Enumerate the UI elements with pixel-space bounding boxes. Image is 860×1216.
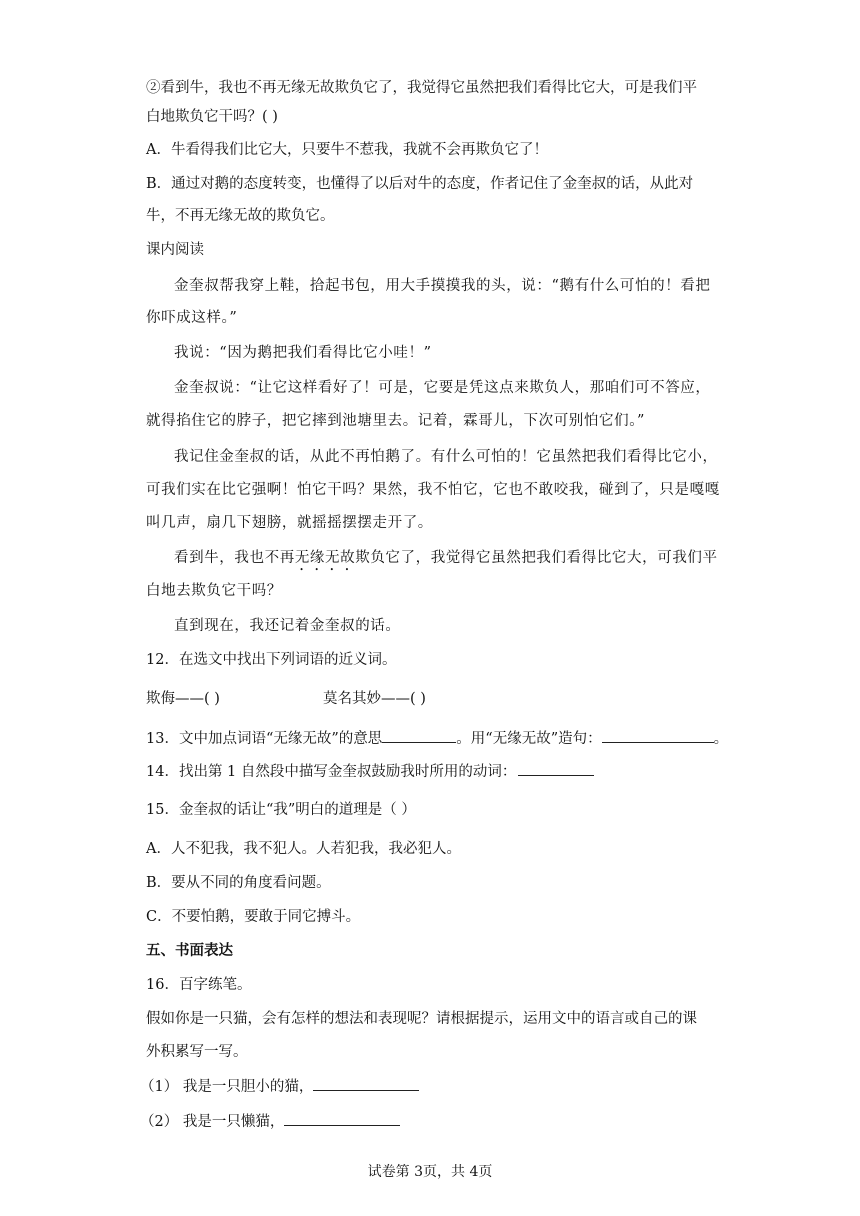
q13-end: 。 bbox=[713, 731, 729, 747]
p5a-pre: 看到牛，我也不再 bbox=[174, 550, 295, 566]
page-footer: 试卷第 3页，共 4页 bbox=[367, 1164, 493, 1180]
q15-option-c: C．不要怕鹅，要敢于同它搏斗。 bbox=[146, 909, 361, 925]
q16-item-2-blank[interactable] bbox=[284, 1111, 400, 1126]
dotted-word: 无缘无故 bbox=[294, 550, 356, 566]
q13-blank-meaning[interactable] bbox=[382, 728, 456, 743]
section-title: 五、书面表达 bbox=[146, 942, 233, 959]
q16-item-1 bbox=[140, 1076, 419, 1097]
q14-blank[interactable] bbox=[518, 761, 594, 776]
q13-line bbox=[146, 728, 728, 749]
passage-p4a: 我记住金奎叔的话，从此不再怕鹅了。有什么可怕的！它虽然把我们看得比它小， bbox=[174, 449, 718, 465]
passage-p5a bbox=[174, 548, 718, 574]
q12-part-a: 欺侮——( ) bbox=[146, 691, 220, 707]
q13-blank-sentence[interactable] bbox=[602, 728, 714, 743]
q15-stem: 15．金奎叔的话让“我”明白的道理是（ ） bbox=[146, 802, 416, 818]
q15-option-a: A．人不犯我，我不犯人。人若犯我，我必犯人。 bbox=[146, 841, 461, 857]
q12-stem: 12．在选文中找出下列词语的近义词。 bbox=[146, 652, 397, 668]
p5a-post: 欺负它了，我觉得它虽然把我们看得比它大，可我们平 bbox=[355, 550, 718, 566]
reading-heading: 课内阅读 bbox=[146, 242, 204, 258]
q14-stem: 14．找出第 1 自然段中描写金奎叔鼓励我时所用的动词： bbox=[146, 764, 517, 780]
q11-line1: ②看到牛，我也不再无缘无故欺负它了，我觉得它虽然把我们看得比它大，可是我们平 bbox=[146, 80, 697, 96]
q16-item-2 bbox=[140, 1111, 400, 1132]
passage-p4c: 叫几声，扇几下翅膀，就摇摇摆摆走开了。 bbox=[146, 515, 433, 531]
q14-line bbox=[146, 761, 594, 782]
q16-item-1-blank[interactable] bbox=[313, 1076, 419, 1091]
passage-p5b: 白地去欺负它干吗？ bbox=[146, 583, 282, 599]
passage-p3a: 金奎叔说：“让它这样看好了！可是，它要是凭这点来欺负人，那咱们可不答应， bbox=[174, 380, 711, 396]
q16-item-2-text: （2） 我是一只懒猫， bbox=[140, 1114, 285, 1130]
q16-item-1-text: （1） 我是一只胆小的猫， bbox=[140, 1079, 314, 1095]
passage-p1a: 金奎叔帮我穿上鞋，拾起书包，用大手摸摸我的头，说：“鹅有什么可怕的！看把 bbox=[174, 278, 711, 294]
passage-p3b: 就得掐住它的脖子，把它摔到池塘里去。记着，霖哥儿，下次可别怕它们。” bbox=[146, 413, 646, 429]
q16-stem: 16．百字练笔。 bbox=[146, 977, 252, 993]
q16-prompt-line2: 外积累写一写。 bbox=[146, 1044, 248, 1060]
q13-mid: 。用“无缘无故”造句： bbox=[456, 731, 602, 747]
q11-line2: 白地欺负它干吗？( ) bbox=[146, 109, 278, 125]
passage-p6: 直到现在，我还记着金奎叔的话。 bbox=[174, 618, 401, 634]
q16-prompt-line1: 假如你是一只猫，会有怎样的想法和表现呢？请根据提示，运用文中的语言或自己的课 bbox=[146, 1011, 697, 1027]
q11-option-b-line2: 牛，不再无缘无故的欺负它。 bbox=[146, 208, 335, 224]
q15-option-b: B．要从不同的角度看问题。 bbox=[146, 875, 331, 891]
q13-pre: 13．文中加点词语“无缘无故”的意思 bbox=[146, 731, 383, 747]
q11-option-a: A．牛看得我们比它大，只要牛不惹我，我就不会再欺负它了！ bbox=[146, 142, 548, 158]
passage-p4b: 可我们实在比它强啊！怕它干吗？果然，我不怕它，它也不敢咬我，碰到了，只是嘎嘎 bbox=[146, 482, 720, 498]
q11-option-b-line1: B．通过对鹅的态度转变，也懂得了以后对牛的态度，作者记住了金奎叔的话，从此对 bbox=[146, 176, 694, 192]
passage-p1b: 你吓成这样。” bbox=[146, 310, 238, 326]
q12-part-b: 莫名其妙——( ) bbox=[323, 691, 426, 707]
passage-p2: 我说：“因为鹅把我们看得比它小哇！” bbox=[174, 345, 432, 361]
